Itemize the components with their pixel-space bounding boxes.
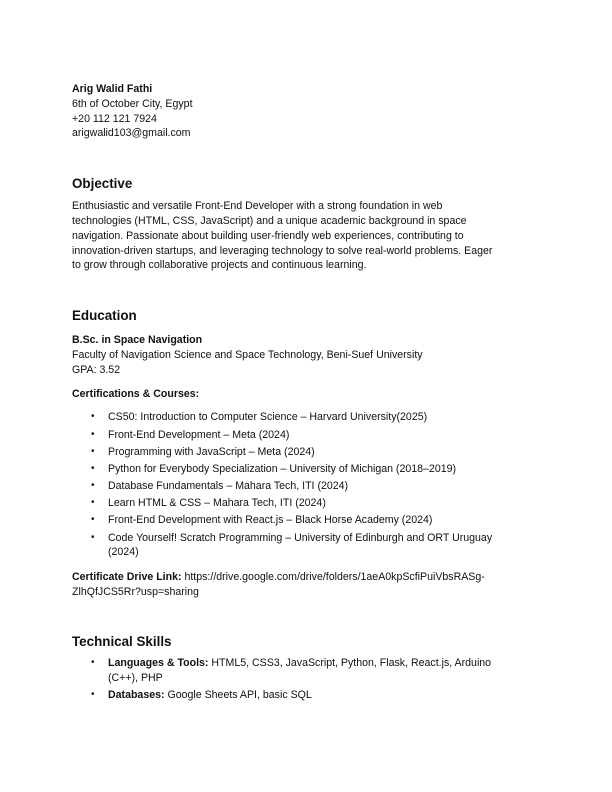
list-item xyxy=(72,479,540,494)
cert-text: CS50: Introduction to Computer Science – Harvard University(2025) xyxy=(108,411,428,424)
skill-value-continued: (C++), PHP xyxy=(108,671,163,684)
cert-text: Python for Everybody Specialization – University of Michigan (2018–2019) xyxy=(108,462,457,475)
bullet-icon: • xyxy=(91,428,95,440)
bullet-icon: • xyxy=(91,531,95,543)
skill-value: Google Sheets API, basic SQL xyxy=(167,688,312,701)
objective-line: innovation-driven startups, and leveraging technology to solve real-world problems. Eager xyxy=(72,244,493,257)
contact-block xyxy=(72,82,540,141)
candidate-phone: +20 112 121 7924 xyxy=(72,112,157,125)
drive-link-label: Certificate Drive Link: xyxy=(72,571,182,584)
certifications-heading: Certifications & Courses: xyxy=(72,387,200,400)
candidate-email[interactable]: arigwalid103@gmail.com xyxy=(72,127,191,140)
objective-line: navigation. Passionate about building user-friendly web experiences, contributing to xyxy=(72,229,464,242)
list-item xyxy=(72,656,540,686)
objective-heading: Objective xyxy=(72,176,133,192)
skills-heading: Technical Skills xyxy=(72,633,172,649)
bullet-icon: • xyxy=(91,514,95,526)
list-item xyxy=(72,428,540,443)
skills-section xyxy=(72,634,540,703)
list-item xyxy=(72,462,540,477)
objective-paragraph xyxy=(72,199,540,273)
skill-label: Databases: xyxy=(108,688,165,701)
objective-line: to grow through collaborative projects and continuous learning. xyxy=(72,259,367,272)
drive-link-url[interactable]: https://drive.google.com/drive/folders/1aeA0kpScfiPuiVbsRASg- xyxy=(184,571,485,584)
cert-text-continued: (2024) xyxy=(108,546,139,559)
list-item xyxy=(72,531,540,561)
certifications-list xyxy=(72,410,540,560)
degree-title: B.Sc. in Space Navigation xyxy=(72,334,203,347)
skill-value: HTML5, CSS3, JavaScript, Python, Flask, React.js, Arduino xyxy=(211,656,492,669)
cert-text: Programming with JavaScript – Meta (2024) xyxy=(108,445,315,458)
list-item xyxy=(72,688,540,703)
gpa-value: GPA: 3.52 xyxy=(72,363,121,376)
cert-text: Front-End Development with React.js – Black Horse Academy (2024) xyxy=(108,514,433,527)
cert-text: Database Fundamentals – Mahara Tech, ITI (2024) xyxy=(108,480,349,493)
bullet-icon: • xyxy=(91,656,95,668)
bullet-icon: • xyxy=(91,462,95,474)
certificate-drive-link xyxy=(72,570,540,600)
bullet-icon: • xyxy=(91,445,95,457)
bullet-icon: • xyxy=(91,480,95,492)
list-item xyxy=(72,513,540,528)
list-item xyxy=(72,445,540,460)
objective-line: Enthusiastic and versatile Front-End Developer with a strong foundation in web xyxy=(72,200,443,213)
bullet-icon: • xyxy=(91,411,95,423)
drive-link-url-continued[interactable]: ZlhQfJCS5Rr?usp=sharing xyxy=(72,586,199,599)
skills-list xyxy=(72,656,540,703)
cert-text: Front-End Development – Meta (2024) xyxy=(108,428,290,441)
cert-text: Learn HTML & CSS – Mahara Tech, ITI (2024) xyxy=(108,497,326,510)
faculty-name: Faculty of Navigation Science and Space Technology, Beni-Suef University xyxy=(72,348,423,361)
bullet-icon: • xyxy=(91,688,95,700)
list-item xyxy=(72,410,540,425)
cert-text: Code Yourself! Scratch Programming – University of Edinburgh and ORT Uruguay xyxy=(108,531,493,544)
objective-line: technologies (HTML, CSS, JavaScript) and a unique academic background in space xyxy=(72,214,467,227)
candidate-location: 6th of October City, Egypt xyxy=(72,97,193,110)
candidate-name: Arig Walid Fathi xyxy=(72,83,153,95)
objective-section xyxy=(72,176,540,273)
skill-label: Languages & Tools: xyxy=(108,656,209,669)
education-section xyxy=(72,308,540,600)
bullet-icon: • xyxy=(91,497,95,509)
list-item xyxy=(72,496,540,511)
education-heading: Education xyxy=(72,308,137,324)
